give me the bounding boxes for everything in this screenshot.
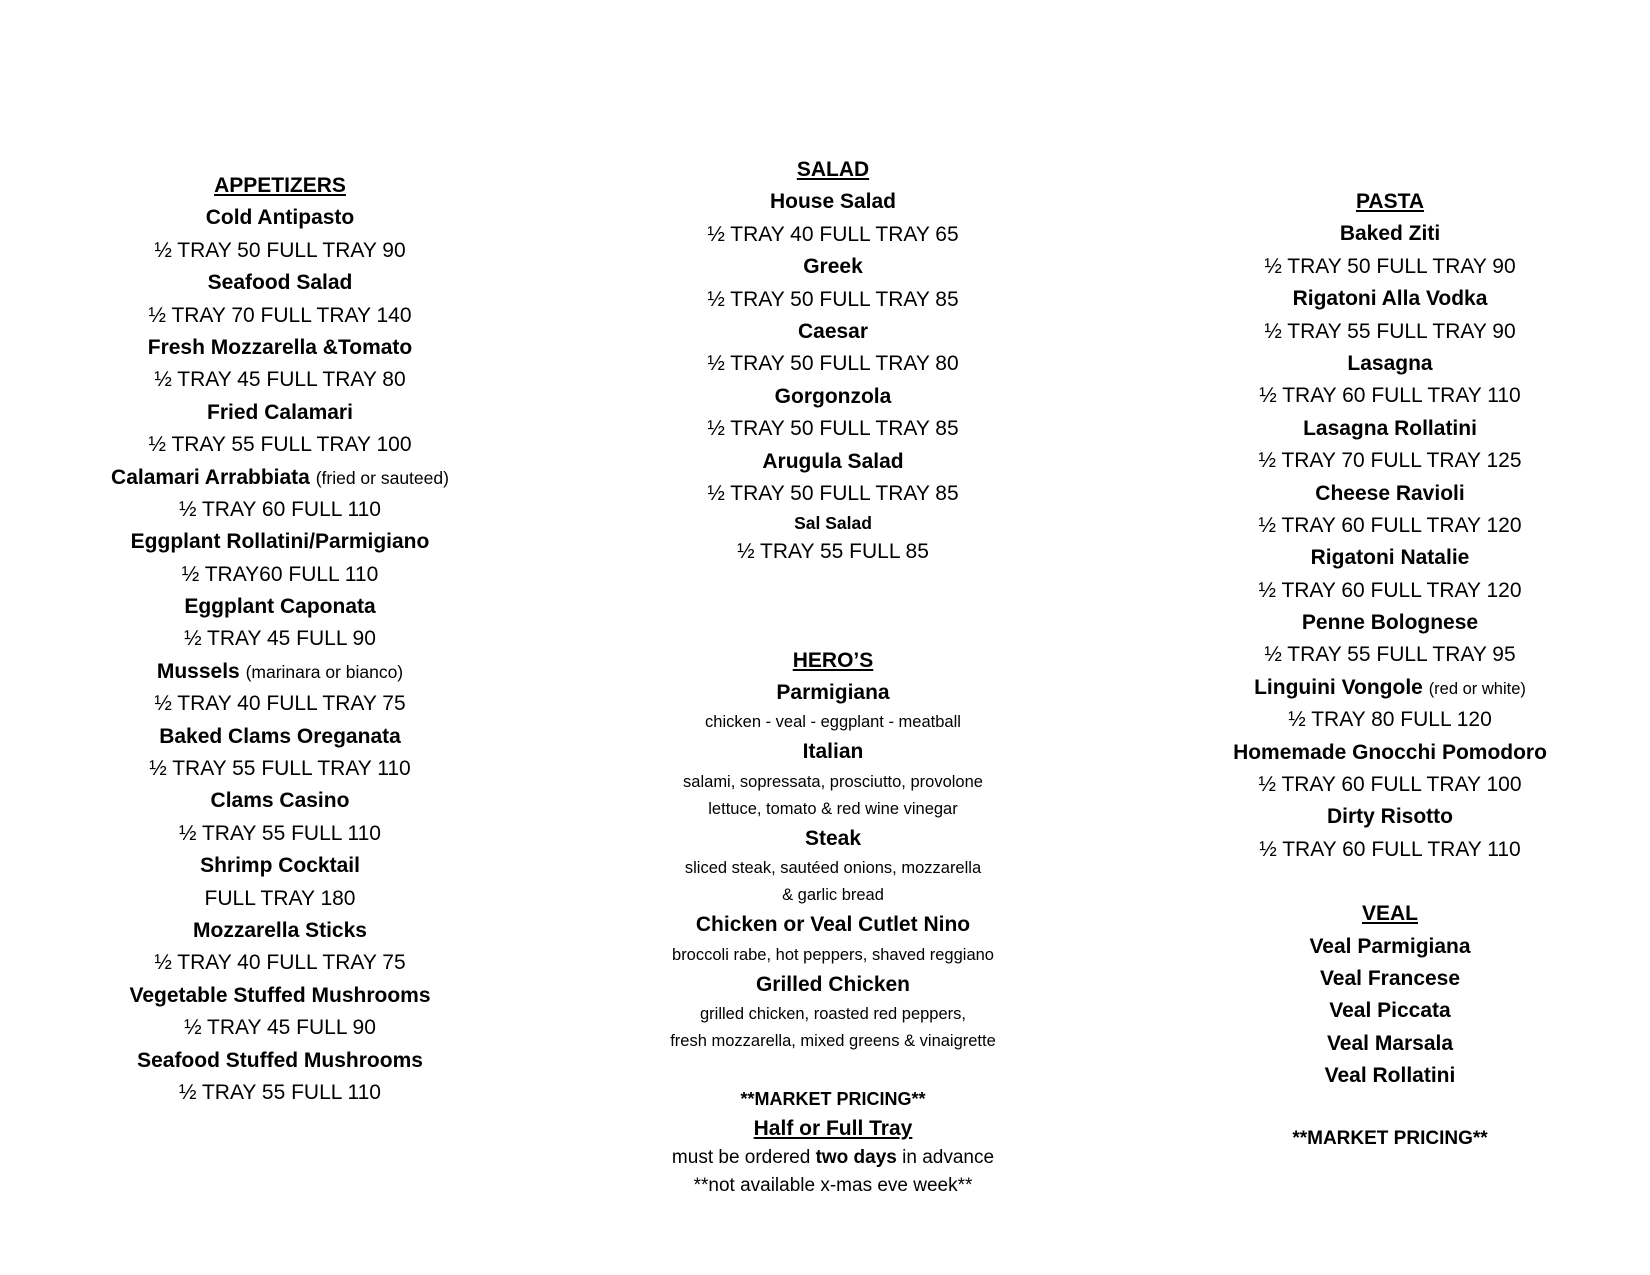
menu-item-price: ½ TRAY 55 FULL TRAY 110 — [149, 757, 411, 781]
menu-item-name: Veal Marsala — [1326, 1031, 1454, 1055]
menu-item-name: Fried Calamari — [207, 400, 353, 424]
menu-item-description: broccoli rabe, hot peppers, shaved reggiano — [672, 945, 994, 964]
menu-item-price: ½ TRAY 55 FULL TRAY 100 — [148, 433, 412, 457]
menu-item-name: Greek — [803, 255, 863, 279]
menu-item-name: Cold Antipasto — [205, 206, 355, 230]
veal-heading: VEAL — [1361, 902, 1418, 926]
appetizers-column — [80, 170, 480, 1109]
menu-item-name: Parmigiana — [776, 681, 890, 705]
menu-item-name: Rigatoni Alla Vodka — [1292, 287, 1488, 311]
menu-item-name: Baked Clams Oreganata — [159, 724, 401, 748]
menu-item-name: Lasagna — [1347, 351, 1433, 375]
menu-item-price: ½ TRAY 50 FULL TRAY 90 — [1264, 254, 1516, 278]
menu-item-price: ½ TRAY 50 FULL TRAY 80 — [707, 352, 959, 376]
menu-item-name: Italian — [802, 740, 864, 764]
menu-item-price: ½ TRAY 55 FULL 110 — [179, 821, 381, 845]
menu-item-row — [80, 462, 480, 494]
salad-heros-column — [623, 154, 1043, 1200]
menu-item-name: Mozzarella Sticks — [193, 918, 367, 942]
menu-item-name: Caesar — [797, 319, 869, 343]
menu-item-name: Dirty Risotto — [1327, 805, 1453, 829]
menu-item-description: grilled chicken, roasted red peppers, — [700, 1005, 966, 1024]
menu-item-price: ½ TRAY 50 FULL TRAY 85 — [707, 287, 959, 311]
availability-note: **not available x-mas eve week** — [693, 1175, 973, 1197]
menu-item-name: Fresh Mozzarella &Tomato — [147, 335, 413, 359]
menu-item-note: (fried or sauteed) — [315, 467, 449, 488]
section-spacer — [623, 1055, 1043, 1084]
menu-item-price: ½ TRAY 55 FULL 85 — [737, 540, 929, 564]
menu-item-price: ½ TRAY 55 FULL 110 — [179, 1080, 381, 1104]
menu-item-name: Vegetable Stuffed Mushrooms — [129, 983, 431, 1007]
menu-item-price: ½ TRAY 40 FULL TRAY 75 — [154, 951, 406, 975]
menu-item-name: Veal Piccata — [1329, 999, 1451, 1023]
menu-item-price: ½ TRAY 45 FULL 90 — [184, 627, 376, 651]
menu-item-name: Veal Parmigiana — [1309, 934, 1471, 958]
market-pricing-note: **MARKET PRICING** — [740, 1089, 926, 1110]
menu-item-name: Clams Casino — [210, 789, 350, 813]
market-pricing-note: **MARKET PRICING** — [1292, 1127, 1488, 1149]
menu-item-price: ½ TRAY 70 FULL TRAY 140 — [148, 303, 412, 327]
menu-item-price: ½ TRAY 60 FULL TRAY 120 — [1258, 513, 1522, 537]
menu-item-name: Grilled Chicken — [755, 972, 911, 996]
menu-item-description: fresh mozzarella, mixed greens & vinaigrette — [670, 1032, 996, 1051]
menu-item-name: Arugula Salad — [762, 449, 904, 473]
menu-item-name: Linguini Vongole — [1254, 675, 1423, 699]
menu-item-price: ½ TRAY 80 FULL 120 — [1288, 708, 1492, 732]
salad-heading: SALAD — [796, 158, 870, 181]
menu-item-name: Seafood Salad — [207, 271, 353, 295]
menu-item-price: ½ TRAY 60 FULL TRAY 100 — [1258, 773, 1522, 797]
menu-item-name: Cheese Ravioli — [1315, 481, 1465, 505]
advance-order-days: two days — [815, 1147, 897, 1169]
menu-item-description: lettuce, tomato & red wine vinegar — [708, 799, 958, 818]
advance-order-text: must be ordered — [671, 1147, 816, 1169]
menu-item-price: ½ TRAY 70 FULL TRAY 125 — [1258, 449, 1522, 473]
menu-item-price: ½ TRAY 50 FULL TRAY 85 — [707, 481, 959, 505]
menu-item-price: ½ TRAY 60 FULL 110 — [179, 497, 381, 521]
menu-item-price: ½ TRAY 45 FULL TRAY 80 — [154, 368, 406, 392]
half-or-full-tray-note: Half or Full Tray — [753, 1117, 913, 1141]
menu-item-name: Lasagna Rollatini — [1303, 416, 1477, 440]
section-spacer — [1180, 866, 1600, 898]
menu-item-price: ½ TRAY 50 FULL TRAY 90 — [154, 238, 406, 262]
menu-item-name: House Salad — [769, 190, 897, 214]
menu-item-name: Calamari Arrabbiata — [111, 465, 310, 489]
advance-order-text-end: in advance — [896, 1147, 995, 1169]
pasta-veal-column — [1180, 186, 1600, 1155]
menu-item-price: ½ TRAY 60 FULL TRAY 110 — [1259, 837, 1521, 861]
menu-item-name: Mussels — [156, 659, 240, 683]
menu-item-row — [80, 656, 480, 688]
menu-item-description: sliced steak, sautéed onions, mozzarella — [684, 859, 982, 878]
menu-item-price: ½ TRAY60 FULL 110 — [181, 562, 379, 586]
menu-item-note: (marinara or bianco) — [245, 661, 404, 682]
menu-item-name: Veal Francese — [1319, 966, 1461, 990]
menu-item-description: chicken - veal - eggplant - meatball — [705, 713, 961, 732]
menu-item-note: (red or white) — [1428, 679, 1526, 698]
menu-item-price: ½ TRAY 55 FULL TRAY 90 — [1264, 319, 1516, 343]
appetizers-heading: APPETIZERS — [214, 174, 346, 197]
menu-item-name: Chicken or Veal Cutlet Nino — [695, 913, 971, 937]
menu-item-price: ½ TRAY 60 FULL TRAY 120 — [1258, 578, 1522, 602]
menu-item-price: ½ TRAY 55 FULL TRAY 95 — [1264, 643, 1516, 667]
menu-item-price: FULL TRAY 180 — [204, 886, 356, 910]
menu-item-price: ½ TRAY 45 FULL 90 — [184, 1016, 376, 1040]
menu-item-name: Steak — [804, 826, 862, 850]
menu-item-name: Gorgonzola — [774, 384, 892, 408]
section-spacer — [1180, 1093, 1600, 1123]
menu-item-name: Shrimp Cocktail — [200, 854, 360, 878]
heros-heading: HERO’S — [792, 648, 874, 672]
menu-item-name: Veal Rollatini — [1324, 1064, 1456, 1088]
pasta-heading: PASTA — [1355, 190, 1425, 213]
menu-item-description: salami, sopressata, prosciutto, provolone — [683, 772, 983, 791]
menu-item-price: ½ TRAY 40 FULL TRAY 65 — [707, 222, 959, 246]
menu-item-name: Sal Salad — [794, 513, 872, 534]
menu-item-row — [1180, 672, 1600, 704]
menu-item-description: & garlic bread — [782, 886, 884, 905]
menu-item-name: Homemade Gnocchi Pomodoro — [1233, 740, 1547, 764]
menu-item-name: Penne Bolognese — [1301, 611, 1479, 635]
menu-item-name: Rigatoni Natalie — [1310, 546, 1470, 570]
menu-item-price: ½ TRAY 50 FULL TRAY 85 — [707, 417, 959, 441]
menu-item-name: Eggplant Caponata — [184, 595, 376, 619]
menu-item-price: ½ TRAY 40 FULL TRAY 75 — [154, 692, 406, 716]
menu-item-name: Seafood Stuffed Mushrooms — [137, 1048, 423, 1072]
section-spacer — [623, 569, 1043, 645]
menu-item-name: Baked Ziti — [1339, 222, 1441, 246]
menu-item-price: ½ TRAY 60 FULL TRAY 110 — [1259, 384, 1521, 408]
menu-item-name: Eggplant Rollatini/Parmigiano — [130, 530, 430, 554]
advance-order-note — [623, 1144, 1043, 1172]
